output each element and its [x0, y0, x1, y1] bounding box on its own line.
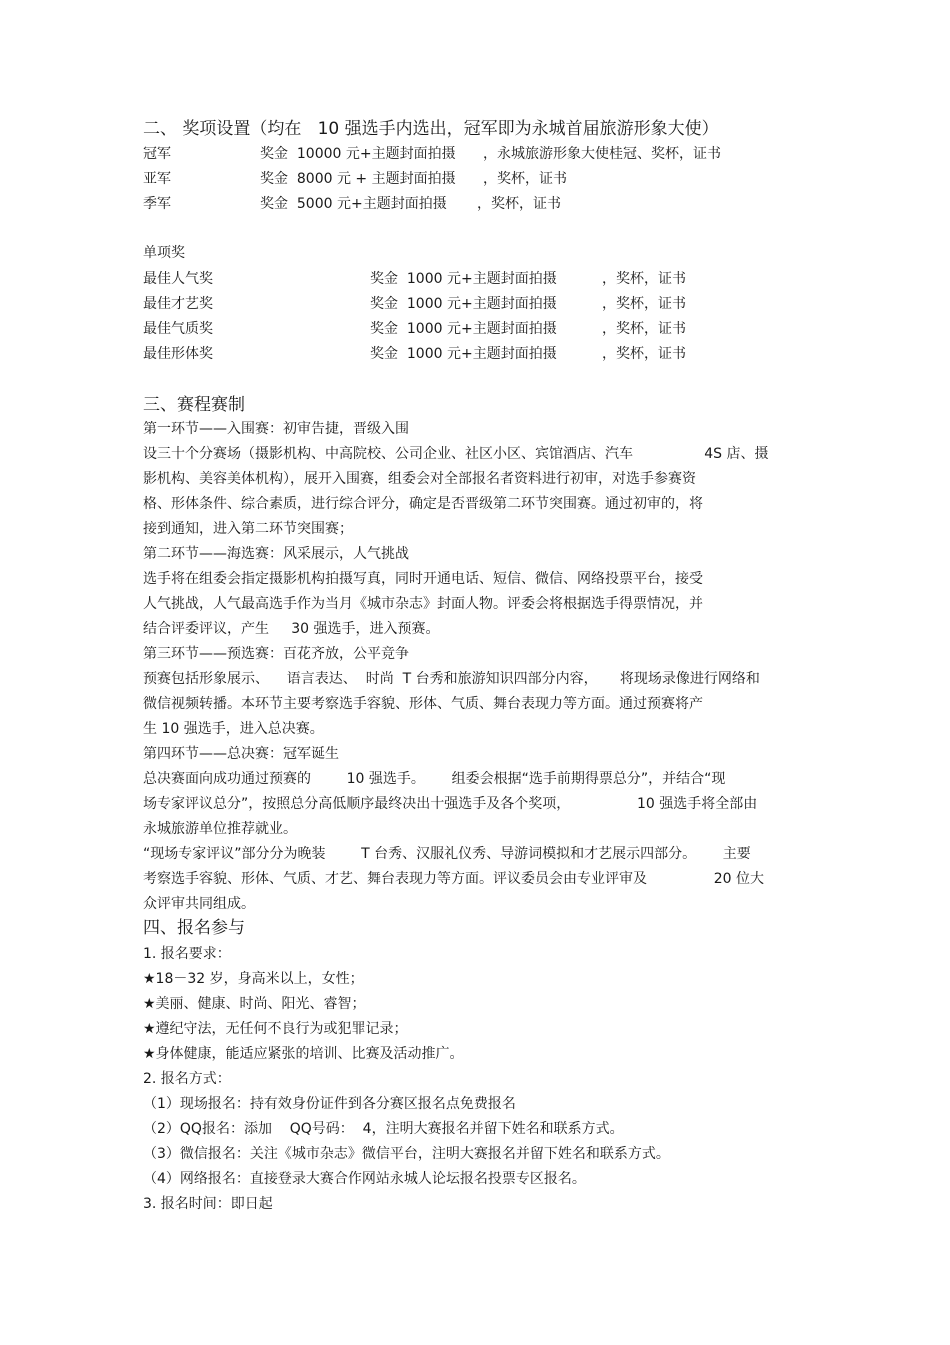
paragraph-line: 考察选手容貌、形体、气质、才艺、舞台表现力等方面。评议委员会由专业评审及 20 位大 — [143, 871, 765, 887]
single-awards-title: 单项奖 — [143, 245, 185, 261]
paragraph-line: 1. 报名要求： — [143, 946, 231, 962]
section4-heading: 四、报名参与 — [143, 918, 245, 938]
paragraph-line: 预赛包括形象展示、 语言表达、 时尚 T 台秀和旅游知识四部分内容， 将现场录像进行网络和 — [143, 671, 760, 687]
paragraph-line: 结合评委评议，产生 30 强选手，进入预赛。 — [143, 621, 440, 637]
paragraph-line: 格、形体条件、综合素质，进行综合评分，确定是否晋级第二环节突围赛。通过初审的，将 — [143, 496, 703, 512]
paragraph-line: 2. 报名方式： — [143, 1071, 231, 1087]
prize-reward: 奖金 10000 元+主题封面拍摄 — [260, 146, 456, 162]
paragraph-line: 生 10 强选手，进入总决赛。 — [143, 721, 324, 737]
paragraph-line: 第三环节——预选赛：百花齐放，公平竞争 — [143, 646, 409, 662]
paragraph-line: 选手将在组委会指定摄影机构拍摄写真，同时开通电话、短信、微信、网络投票平台，接受 — [143, 571, 703, 587]
award-extra: ，奖杯，证书 — [602, 346, 686, 362]
prize-extra: ，奖杯，证书 — [477, 196, 561, 212]
paragraph-line: ★18－32 岁，身高米以上，女性； — [143, 971, 364, 987]
paragraph-line: 永城旅游单位推荐就业。 — [143, 821, 297, 837]
prize-name: 季军 — [143, 196, 171, 212]
paragraph-line: （4）网络报名：直接登录大赛合作网站永城人论坛报名投票专区报名。 — [143, 1171, 586, 1187]
award-reward: 奖金 1000 元+主题封面拍摄 — [370, 346, 557, 362]
paragraph-line: （3）微信报名：关注《城市杂志》微信平台，注明大赛报名并留下姓名和联系方式。 — [143, 1146, 670, 1162]
award-extra: ，奖杯，证书 — [602, 296, 686, 312]
paragraph-line: 接到通知，进入第二环节突围赛； — [143, 521, 353, 537]
paragraph-line: ★身体健康，能适应紧张的培训、比赛及活动推广。 — [143, 1046, 464, 1062]
paragraph-line: 第四环节——总决赛：冠军诞生 — [143, 746, 339, 762]
paragraph-line: 3. 报名时间：即日起 — [143, 1196, 273, 1212]
paragraph-line: （2）QQ报名：添加 QQ号码： 4，注明大赛报名并留下姓名和联系方式。 — [143, 1121, 624, 1137]
prize-name: 冠军 — [143, 146, 171, 162]
paragraph-line: 影机构、美容美体机构），展开入围赛，组委会对全部报名者资料进行初审，对选手参赛资 — [143, 471, 696, 487]
award-reward: 奖金 1000 元+主题封面拍摄 — [370, 296, 557, 312]
paragraph-line: ★遵纪守法，无任何不良行为或犯罪记录； — [143, 1021, 408, 1037]
paragraph-line: 总决赛面向成功通过预赛的 10 强选手。 组委会根据“选手前期得票总分”，并结合“现 — [143, 771, 726, 787]
award-name: 最佳才艺奖 — [143, 296, 213, 312]
award-name: 最佳人气奖 — [143, 271, 213, 287]
paragraph-line: （1）现场报名：持有效身份证件到各分赛区报名点免费报名 — [143, 1096, 516, 1112]
prize-reward: 奖金 5000 元+主题封面拍摄 — [260, 196, 447, 212]
paragraph-line: 设三十个分赛场（摄影机构、中高院校、公司企业、社区小区、宾馆酒店、汽车 4S 店、摄 — [143, 446, 769, 462]
prize-extra: ，永城旅游形象大使桂冠、奖杯，证书 — [483, 146, 721, 162]
prize-name: 亚军 — [143, 171, 171, 187]
award-name: 最佳形体奖 — [143, 346, 213, 362]
section3-heading: 三、赛程赛制 — [143, 395, 245, 415]
prize-reward: 奖金 8000 元 + 主题封面拍摄 — [260, 171, 456, 187]
award-name: 最佳气质奖 — [143, 321, 213, 337]
paragraph-line: 众评审共同组成。 — [143, 896, 255, 912]
paragraph-line: ★美丽、健康、时尚、阳光、睿智； — [143, 996, 366, 1012]
paragraph-line: 微信视频转播。本环节主要考察选手容貌、形体、气质、舞台表现力等方面。通过预赛将产 — [143, 696, 703, 712]
section2-heading: 二、 奖项设置（均在 10 强选手内选出，冠军即为永城首届旅游形象大使） — [143, 119, 719, 139]
paragraph-line: 第二环节——海选赛：风采展示，人气挑战 — [143, 546, 409, 562]
paragraph-line: 人气挑战，人气最高选手作为当月《城市杂志》封面人物。评委会将根据选手得票情况，并 — [143, 596, 703, 612]
paragraph-line: “现场专家评议”部分分为晚装 T 台秀、汉服礼仪秀、导游词模拟和才艺展示四部分。 主要 — [143, 846, 751, 862]
award-reward: 奖金 1000 元+主题封面拍摄 — [370, 271, 557, 287]
prize-extra: ，奖杯，证书 — [483, 171, 567, 187]
award-reward: 奖金 1000 元+主题封面拍摄 — [370, 321, 557, 337]
paragraph-line: 第一环节——入围赛：初审告捷，晋级入围 — [143, 421, 409, 437]
paragraph-line: 场专家评议总分”，按照总分高低顺序最终决出十强选手及各个奖项， 10 强选手将全部由 — [143, 796, 758, 812]
award-extra: ，奖杯，证书 — [602, 271, 686, 287]
award-extra: ，奖杯，证书 — [602, 321, 686, 337]
